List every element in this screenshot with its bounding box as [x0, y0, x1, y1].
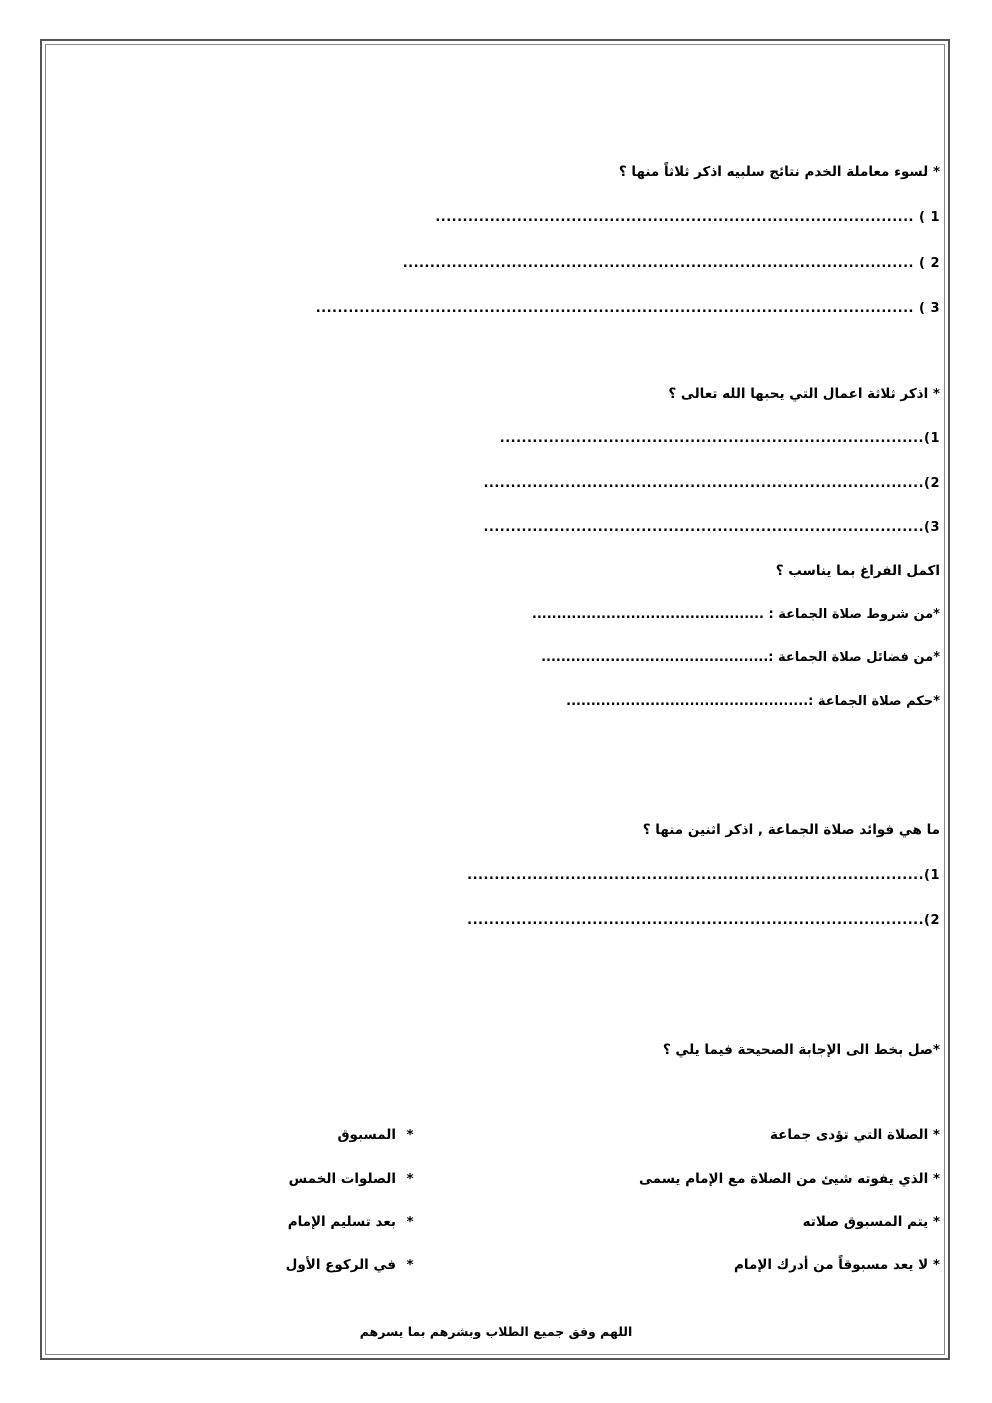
question-1-answer-3[interactable]: 3 ) .............................................................................................................. [315, 301, 940, 316]
fill-blank-conditions[interactable]: *من شروط صلاة الجماعة : ............................................... [531, 607, 940, 622]
match-bullet: * [406, 1171, 414, 1187]
match-right-label: بعد تسليم الإمام [287, 1214, 396, 1230]
match-right-item-1[interactable] [337, 1125, 424, 1145]
match-bullet: * [406, 1214, 414, 1230]
question-4-answer-1[interactable]: 1).................................................................................... [467, 868, 940, 883]
question-2-prompt: * اذكر ثلاثة اعمال التي يحبها الله تعالى ؟ [668, 386, 940, 402]
match-right-label: المسبوق [337, 1127, 396, 1143]
match-left-item-4[interactable]: * لا يعد مسبوقاً من أدرك الإمام [734, 1257, 940, 1273]
match-right-label: في الركوع الأول [285, 1257, 396, 1273]
match-left-item-2[interactable]: * الذي يفوته شيئ من الصلاة مع الإمام يسمى [638, 1171, 940, 1187]
fill-blank-virtues[interactable]: *من فضائل صلاة الجماعة :.............................................. [541, 650, 940, 665]
question-3-prompt: اكمل الفراغ بما يناسب ؟ [775, 563, 940, 579]
question-1-answer-1[interactable]: 1 ) ........................................................................................ [435, 210, 940, 225]
match-right-item-4[interactable] [286, 1255, 424, 1275]
question-1-prompt: * لسوء معاملة الخدم نتائج سلبيه اذكر ثلاثاً منها ؟ [618, 164, 940, 180]
match-right-label: الصلوات الخمس [288, 1171, 396, 1187]
match-right-item-2[interactable] [289, 1169, 424, 1189]
footer-prayer: اللهم وفق جميع الطلاب وبشرهم بما يسرهم [359, 1324, 633, 1339]
match-bullet: * [406, 1257, 414, 1273]
match-left-item-1[interactable]: * الصلاة التي تؤدى جماعة [769, 1127, 940, 1143]
match-bullet: * [406, 1127, 414, 1143]
question-4-answer-2[interactable]: 2).................................................................................... [467, 913, 940, 928]
fill-blank-ruling[interactable]: *حكم صلاة الجماعة :................................................. [566, 694, 940, 709]
question-5-prompt: *صل بخط الى الإجابة الصحيحة فيما يلي ؟ [662, 1042, 940, 1058]
question-2-answer-2[interactable]: 2)................................................................................. [483, 476, 940, 491]
match-right-item-3[interactable] [288, 1212, 424, 1232]
question-2-answer-3[interactable]: 3)................................................................................. [483, 520, 940, 535]
question-4-prompt: ما هي فوائد صلاة الجماعة , اذكر اثنين منها ؟ [642, 822, 940, 838]
question-2-answer-1[interactable]: 1).............................................................................. [499, 431, 940, 446]
match-left-item-3[interactable]: * يتم المسبوق صلاته [802, 1214, 940, 1230]
question-1-answer-2[interactable]: 2 ) .............................................................................................. [402, 256, 940, 271]
